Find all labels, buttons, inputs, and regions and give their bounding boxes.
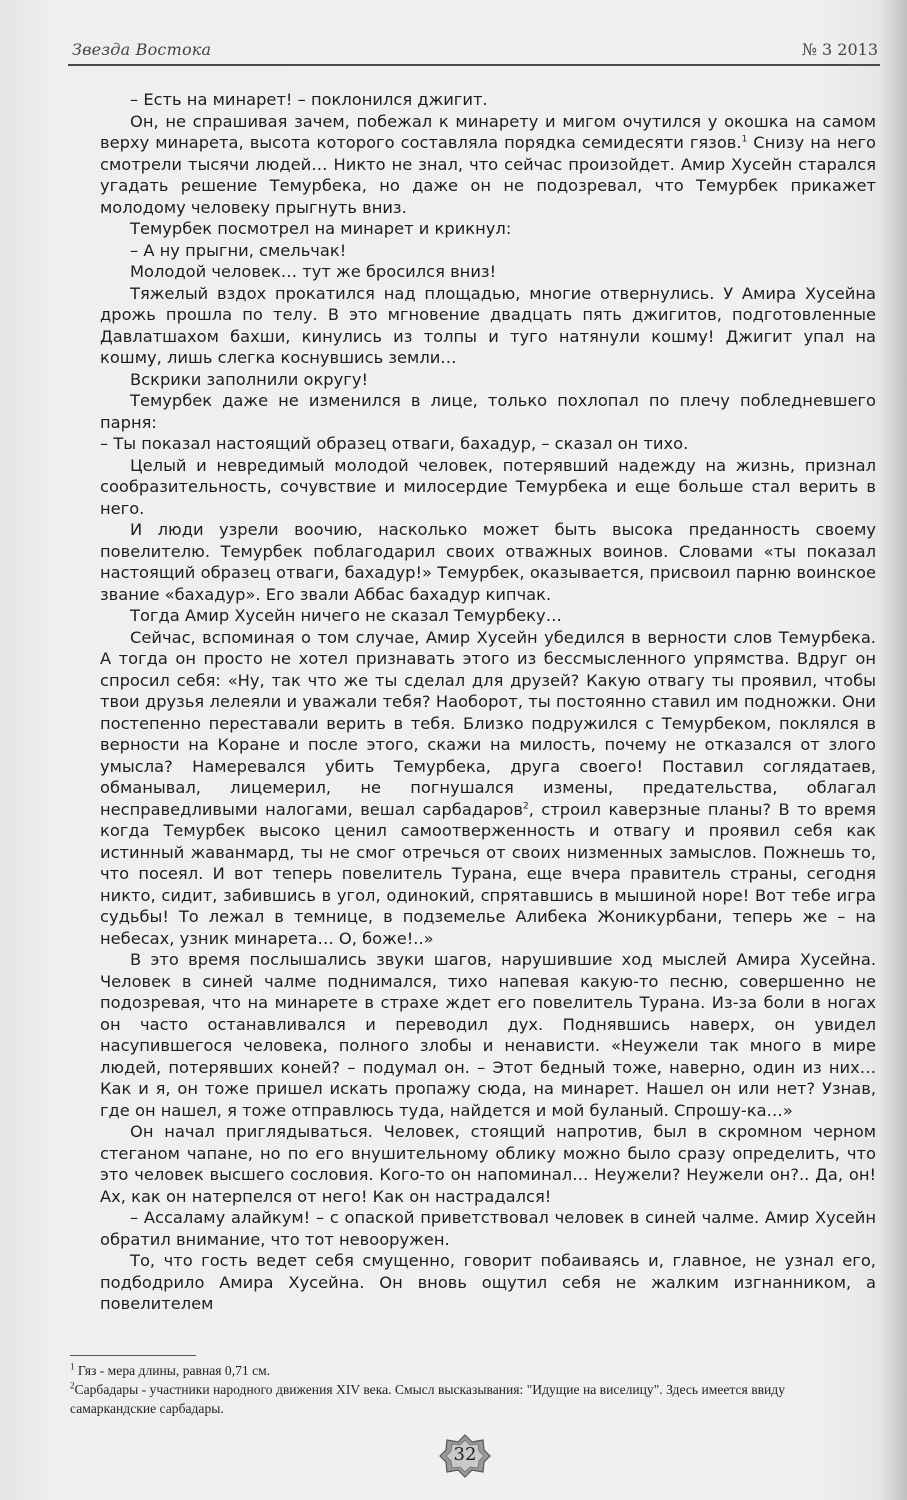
article-body	[100, 89, 876, 1315]
footnote-2-mark: 2	[70, 1380, 75, 1391]
paragraph	[100, 261, 876, 283]
footnote-1-mark: 1	[70, 1361, 75, 1372]
paragraph-text: То, что гость ведет себя смущенно, говорит побаиваясь и, главное, не узнал его, подбодрило Амира Хусейна. Он вновь ощутил себя не жалким изгнанником, а повелителем	[100, 1251, 876, 1313]
paragraph	[100, 240, 876, 262]
paragraph-text: И люди узрели воочию, насколько может быть высока преданность своему повелителю. Темурбек поблагодарил своих отважных воинов. Словами «ты показал настоящий образец отваги, бахадур!» Темурбек, оказывается, присвоил парню воинское звание «бахадур». Его звали Аббас бахадур кипчак.	[100, 520, 876, 604]
paragraph	[100, 1207, 876, 1250]
footnote-2-text: Сарбадары - участники народного движения XIV века. Смысл высказывания: "Идущие на виселицу". Здесь имеется ввиду самаркандские сарбадары.	[70, 1382, 786, 1416]
paragraph-text: Он, не спрашивая зачем, побежал к минарету и мигом очутился у окошка на самом верху минарета, высота которого составляла порядка семидесяти гязов.	[100, 111, 876, 152]
paragraph-text: В это время послышались звуки шагов, нарушившие ход мыслей Амира Хусейна. Человек в синей чалме поднимался, тихо напевая какую-то песню, совершенно не подозревая, что на минарете в страхе ждет его повелитель Турана. Из-за боли в ногах он часто останавливался и переводил дух. Поднявшись наверх, он увидел насупившегося человека, полного злобы и ненависти. «Неужели так много в мире людей, потерявших коней? – подумал он. – Этот бедный тоже, наверно, один из них… Как и я, он тоже пришел искать пропажу сюда, на минарет. Нашел он или нет? Узнав, где он нашел, я тоже отправлюсь туда, найдется и мой буланый. Спрошу-ка…»	[100, 950, 876, 1120]
footnotes	[70, 1361, 870, 1418]
paragraph-text-continued: , строил каверзные планы? В то время когда Темурбек высоко ценил самоотверженность и отвагу и проявил себя как истинный жаванмард, ты не смог отречься от своих низменных замыслов. Пожнешь то, что посеял. И вот теперь повелитель Турана, еще вчера правитель страны, сегодня никто, сидит, забившись в угол, одинокий, спрятавшись в мышиной норе! Вот тебе игра судьбы! То лежал в темнице, в подземелье Алибека Жоникурбани, теперь же – на небесах, узник минарета… О, боже!..»	[100, 799, 876, 948]
paragraph	[100, 455, 876, 520]
paragraph	[100, 218, 876, 240]
paragraph	[100, 949, 876, 1121]
paragraph-text: Вскрики заполнили округу!	[130, 369, 368, 389]
paragraph-text: Сейчас, вспоминая о том случае, Амир Хусейн убедился в верности слов Темурбека. А тогда он просто не хотел признавать этого из бессмысленного упрямства. Вдруг он спросил себя: «Ну, так что же ты сделал для друзей? Какую отвагу ты проявил, чтобы твои друзья лелеяли и уважали тебя? Наоборот, ты постоянно ставил им подножки. Они постепенно переставали верить в тебя. Близко подружился с Темурбеком, поклялся в верности на Коране и после этого, скажи на милость, почему не отказался от злого умысла? Намеревался убить Темурбека, друга своего! Поставил соглядатаев, обманывал, лицемерил, не погнушался измены, предательства, облагал несправедливыми налогами, вешал сарбадаров	[100, 627, 876, 819]
running-header	[72, 36, 878, 66]
paragraph-text: – А ну прыгни, смельчак!	[130, 240, 347, 260]
issue-number: № 3 2013	[801, 40, 878, 59]
paragraph	[100, 1121, 876, 1207]
page-number: 32	[453, 1444, 477, 1465]
paragraph	[100, 605, 876, 627]
paragraph-text: Темурбек даже не изменился в лице, только похлопал по плечу побледневшего парня:	[100, 391, 876, 432]
magazine-title: Звезда Востока	[72, 40, 212, 59]
paragraph	[100, 89, 876, 111]
paragraph-text: Целый и невредимый молодой человек, потерявший надежду на жизнь, признал сообразительность, сочувствие и милосердие Темурбека и еще больше стал верить в него.	[100, 455, 876, 518]
footnote-separator	[70, 1355, 196, 1356]
paragraph-text: – Ты показал настоящий образец отваги, бахадур, – сказал он тихо.	[100, 434, 689, 453]
paragraph-text: Тяжелый вздох прокатился над площадью, многие отвернулись. У Амира Хусейна дрожь прошла по телу. В это мгновение двадцать пять джигитов, подготовленные Давлатшахом бахши, кинулись из толпы и туго натянули кошму! Джигит упал на кошму, лишь слегка коснувшись земли…	[100, 283, 876, 367]
paragraph-text: – Ассаламу алайкум! – с опаской приветствовал человек в синей чалме. Амир Хусейн обратил внимание, что тот невооружен.	[100, 1208, 876, 1249]
footnote-reference: 2	[522, 801, 529, 812]
page-number-badge	[439, 1434, 491, 1478]
footnote-1	[70, 1361, 870, 1380]
paragraph-text: – Есть на минарет! – поклонился джигит.	[130, 90, 488, 109]
paragraph-text-continued: Снизу на него смотрели тысячи людей… Никто не знал, что сейчас произойдет. Амир Хусейн старался угадать решение Темурбека, но даже он не подозревал, что Темурбек прикажет молодому человеку прыгнуть вниз.	[100, 133, 876, 217]
paragraph-text: Тогда Амир Хусейн ничего не сказал Темурбеку…	[130, 606, 562, 625]
paragraph	[100, 390, 876, 433]
footnote-2	[70, 1380, 870, 1418]
paragraph	[100, 369, 876, 391]
paragraph-text: Молодой человек… тут же бросился вниз!	[130, 262, 497, 281]
paragraph	[100, 519, 876, 605]
page-spine-shadow	[879, 0, 907, 1500]
paragraph	[100, 433, 876, 455]
paragraph	[100, 111, 876, 219]
paragraph-text: Темурбек посмотрел на минарет и крикнул:	[130, 219, 512, 238]
footnote-reference: 1	[741, 134, 748, 145]
footnote-1-text: Гяз - мера длины, равная 0,71 см.	[74, 1363, 271, 1378]
paragraph-text: Он начал приглядываться. Человек, стоящий напротив, был в скромном черном стеганом чапане, но по его внушительному облику можно было сразу определить, что это человек высшего сословия. Кого-то он напоминал… Неужели? Неужели он?.. Да, он! Ах, как он натерпелся от него! Как он настрадался!	[100, 1122, 876, 1206]
paragraph	[100, 283, 876, 369]
paragraph	[100, 627, 876, 950]
header-rule	[68, 64, 880, 66]
paragraph	[100, 1250, 876, 1315]
